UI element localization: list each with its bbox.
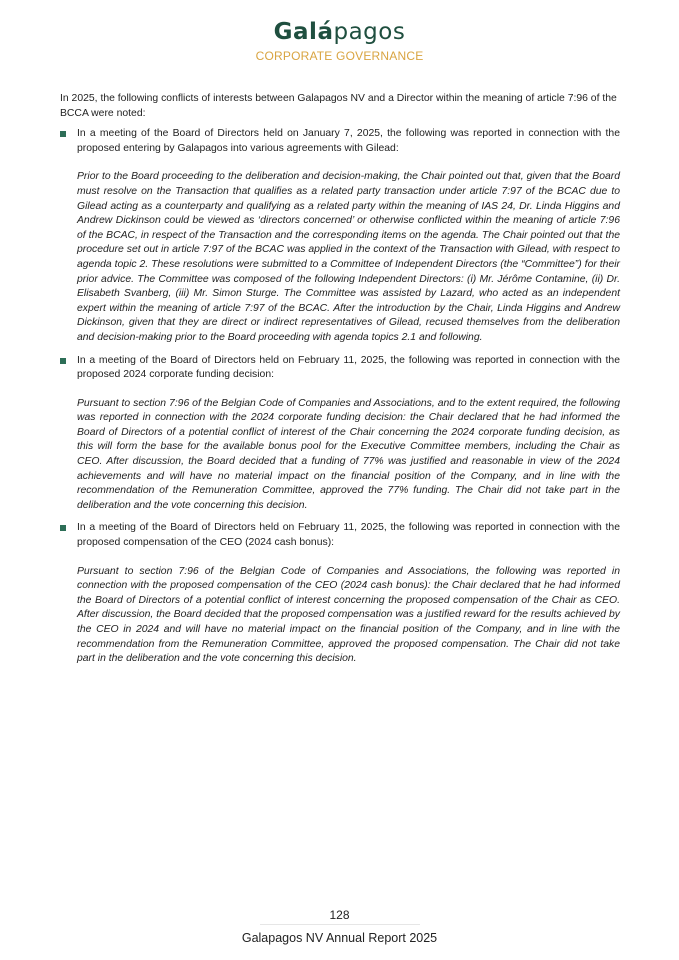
list-item-lead: In a meeting of the Board of Directors held on January 7, 2025, the following was reported in connection with the proposed entering by Galapagos into various agreements with Gilead: [77,128,620,154]
footer-divider [260,924,420,925]
list-item [60,354,620,514]
page-footer [0,908,679,945]
square-bullet-icon [60,131,66,137]
page-number: 128 [329,908,350,922]
galapagos-logo [0,18,679,46]
list-item [60,521,620,666]
section-title: CORPORATE GOVERNANCE [255,49,424,63]
intro-paragraph: In 2025, the following conflicts of interests between Galapagos NV and a Director within the meaning of article 7:96 of the BCCA were noted: [60,93,617,119]
list-item-lead: In a meeting of the Board of Directors held on February 11, 2025, the following was reported in connection with the proposed compensation of the CEO (2024 cash bonus): [77,522,620,549]
logo-light-part: pagos [333,19,406,45]
list-item-quote: Pursuant to section 7:96 of the Belgian Code of Companies and Associations, the following was reported in connection with the proposed compensation of the CEO (2024 cash bonus): the Chair declared that he had informed the Board of Directors of a potential conflict of interest concerning the proposed compensation of the Chair as CEO. After discussion, the Board decided that the proposed compensation was a justified reward for the results achieved by the CEO in 2024 and will have no material impact on the financial position of the Company, and in line with the recommendation from the Remuneration Committee, approved the proposed compensation. The Chair did not take part in the deliberation and the vote concerning this decision. [77,565,620,665]
logo-bold-part: Galá [273,19,334,45]
list-item-lead: In a meeting of the Board of Directors held on February 11, 2025, the following was reported in connection with the proposed 2024 corporate funding decision: [77,354,620,381]
report-title: Galapagos NV Annual Report 2025 [241,931,438,945]
page-header [0,18,679,63]
square-bullet-icon [60,525,66,531]
list-item [60,127,620,345]
document-body [60,92,620,675]
square-bullet-icon [60,358,66,364]
list-item-quote: Prior to the Board proceeding to the deliberation and decision-making, the Chair pointed out that, given that the Board must resolve on the Transaction that qualifies as a related party transaction under article 7:97 of the BCAC due to Gilead acting as a counterparty and qualifying as a related party within the meaning of IAS 24, Dr. Linda Higgins and Andrew Dickinson could be viewed as ‘directors concerned’ or otherwise conflicted within the meaning of article 7:96 of the BCAC, in respect of the Transaction and the corresponding items on the agenda. The Chair pointed out that the procedure set out in article 7:97 of the BCAC was applied in the context of the Transaction with Gilead, with respect to agenda topic 2. These resolutions were submitted to a Committee of Independent Directors (the “Committee”) for their prior advice. The Committee was composed of the following Independent Directors: (i) Mr. Jérôme Contamine, (ii) Dr. Elisabeth Svanberg, (iii) Mr. Simon Sturge. The Committee was assisted by Lazard, who acted as an independent expert within the meaning of article 7:97 of the BCAC. After the introduction by the Chair, Linda Higgins and Andrew Dickinson, given that they are direct or indirect representatives of Gilead, recused themselves from the deliberation and decision-making prior to the Board proceeding with agenda topics 2.1 and following. [77,171,620,343]
list-item-quote: Pursuant to section 7:96 of the Belgian Code of Companies and Associations, and to the extent required, the following was reported in connection with the 2024 corporate funding decision: the Chair declared that he had informed the Board of Directors of a potential conflict of interest of the Chair concerning the 2024 corporate funding decision, as this will form the base for the available bonus pool for the Executive Committee members, including the Chair as CEO. After discussion, the Board decided that a funding of 77% was justified and reasonable in view of the 2024 achievements and will have no material impact on the financial position of the Company, and in line with the recommendation of the Remuneration Committee, approved the 77% funding. The Chair did not take part in the deliberation and the vote concerning this decision. [77,397,620,511]
